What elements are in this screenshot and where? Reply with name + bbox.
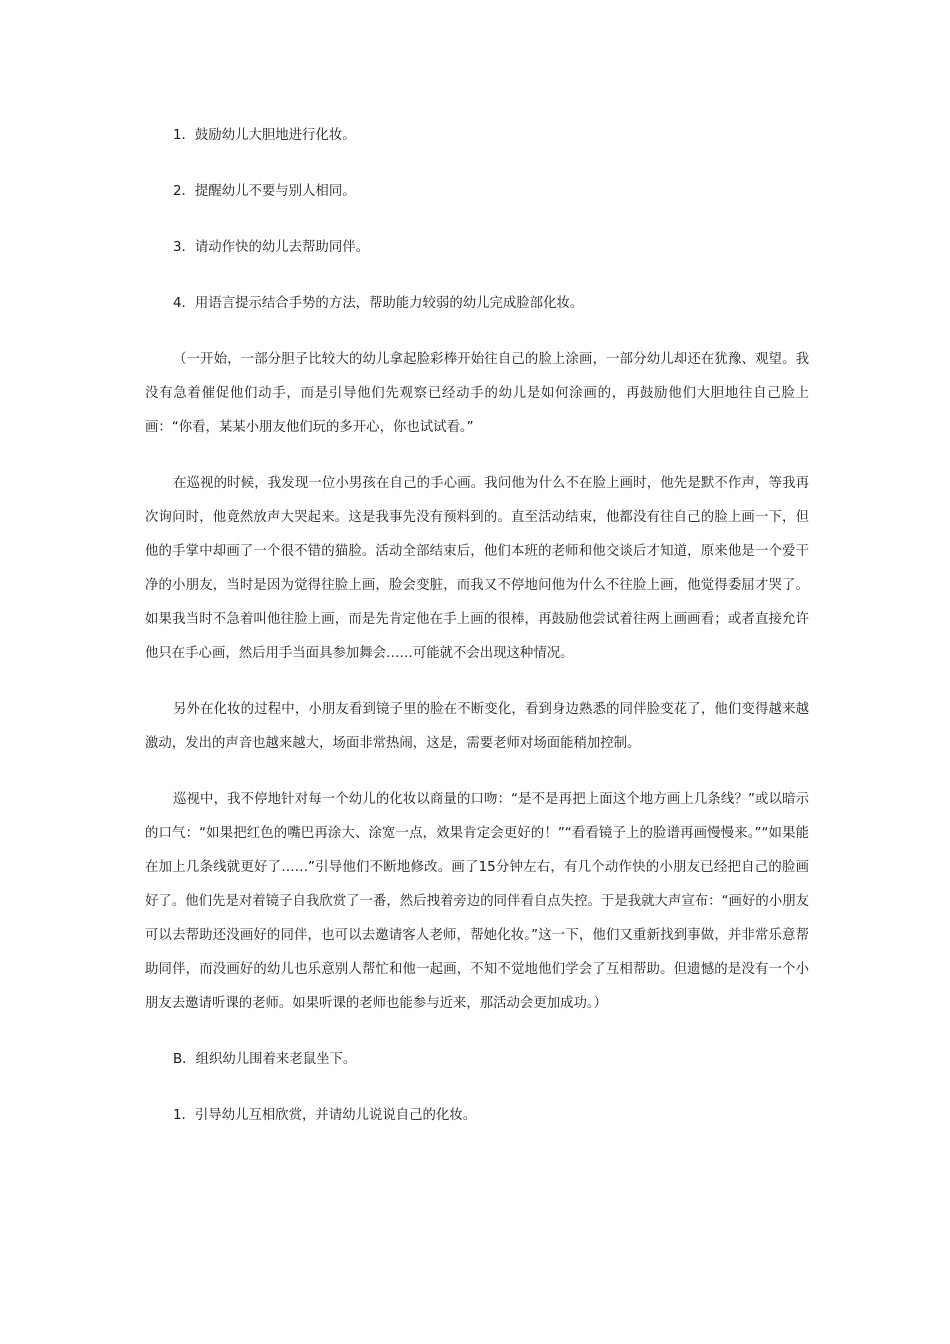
paragraph: 另外在化妆的过程中，小朋友看到镜子里的脸在不断变化，看到身边熟悉的同伴脸变花了，他们变得越来越激动，发出的声音也越来越大，场面非常热闹，这是，需要老师对场面能稍加控制。 bbox=[145, 702, 809, 751]
list-item: 3．请动作快的幼儿去帮助同伴。 bbox=[173, 240, 369, 255]
paragraph: 在巡视的时候，我发现一位小男孩在自己的手心画。我问他为什么不在脸上画时，他先是默不作声，等我再次询问时，他竟然放声大哭起来。这是我事先没有预料到的。直至活动结束，他都没有往自己的脸上画一下，但他的手掌中却画了一个很不错的猫脸。活动全部结束后，他们本班的老师和他交谈后才知道，原来他是一个爱干净的小朋友，当时是因为觉得往脸上画，脸会变脏，而我又不停地问他为什么不往脸上画，他觉得委屈才哭了。如果我当时不急着叫他往脸上画，而是先肯定他在手上画的很棒，再鼓励他尝试着往两上画画看；或者直接允许他只在手心画，然后用手当面具参加舞会……可能就不会出现这种情况。 bbox=[145, 476, 809, 661]
list-item: 1．引导幼儿互相欣赏，并请幼儿说说自己的化妆。 bbox=[173, 1108, 477, 1123]
section-heading: B．组织幼儿围着来老鼠坐下。 bbox=[173, 1052, 357, 1067]
document-body bbox=[145, 119, 809, 1155]
paragraph: （一开始，一部分胆子比较大的幼儿拿起脸彩棒开始往自己的脸上涂画，一部分幼儿却还在犹豫、观望。我没有急着催促他们动手，而是引导他们先观察已经动手的幼儿是如何涂画的，再鼓励他们大胆地往自己脸上画：“你看，某某小朋友他们玩的多开心，你也试试看。” bbox=[145, 352, 809, 435]
paragraph: 巡视中，我不停地针对每一个幼儿的化妆以商量的口吻：“是不是再把上面这个地方画上几条线？”或以暗示的口气：“如果把红色的嘴巴再涂大、涂宽一点，效果肯定会更好的！”“看看镜子上的脸谱再画慢慢来。”“如果能在加上几条线就更好了……”引导他们不断地修改。画了15分钟左右，有几个动作快的小朋友已经把自己的脸画好了。他们先是对着镜子自我欣赏了一番，然后拽着旁边的同伴看自点失控。于是我就大声宣布：“画好的小朋友可以去帮助还没画好的同伴，也可以去邀请客人老师，帮她化妆。”这一下，他们又重新找到事做，并非常乐意帮助同伴，而没画好的幼儿也乐意别人帮忙和他一起画，不知不觉地他们学会了互相帮助。但遗憾的是没有一个小朋友去邀请听课的老师。如果听课的老师也能参与近来，那活动会更加成功。） bbox=[145, 792, 809, 1011]
list-item: 4．用语言提示结合手势的方法，帮助能力较弱的幼儿完成脸部化妆。 bbox=[173, 296, 584, 311]
list-item: 2．提醒幼儿不要与别人相同。 bbox=[173, 184, 356, 199]
list-item: 1．鼓励幼儿大胆地进行化妆。 bbox=[173, 128, 356, 143]
